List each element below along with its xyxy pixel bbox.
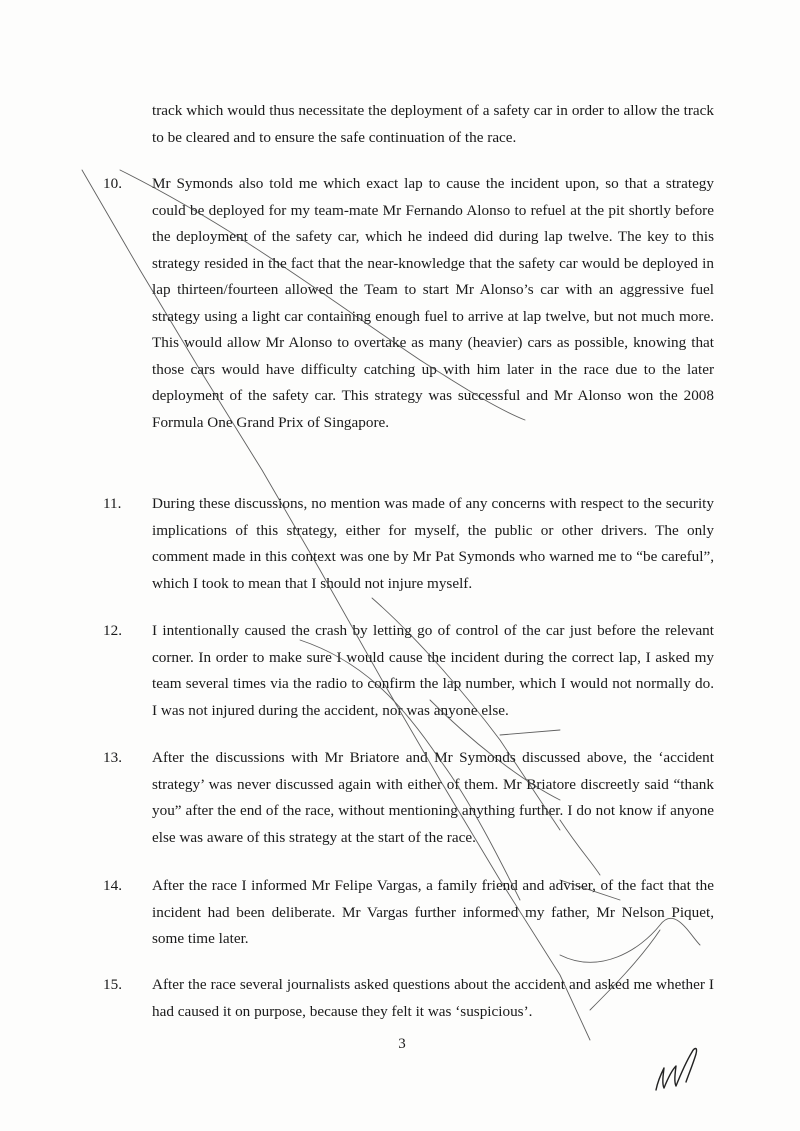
paragraph-15 (103, 972, 714, 1025)
paragraph-text: After the race I informed Mr Felipe Vargas, a family friend and adviser, of the fact that the incident had been deliberate. Mr Vargas further informed my father, Mr Nelson Piquet, some time later. (152, 877, 714, 947)
paragraph-11 (103, 491, 714, 597)
paragraph-text: Mr Symonds also told me which exact lap to cause the incident upon, so that a strategy could be deployed for my team-mate Mr Fernando Alonso to refuel at the pit shortly before the deployment of the safety car, which he indeed did during lap twelve. The key to this strategy resided in the fact that the near-knowledge that the safety car would be deployed in lap thirteen/fourteen allowed the Team to start Mr Alonso’s car with an aggressive fuel strategy using a light car containing enough fuel to arrive at lap twelve, but not much more. This would allow Mr Alonso to overtake as many (heavier) cars as possible, knowing that those cars would have difficulty catching up with him later in the race due to the later deployment of the safety car. This strategy was successful and Mr Alonso won the 2008 Formula One Grand Prix of Singapore. (152, 175, 714, 431)
paragraph-text: After the race several journalists asked questions about the accident and asked me whether I had caused it on purpose, because they felt it was ‘suspicious’. (152, 976, 714, 1020)
page-number: 3 (398, 1036, 406, 1052)
paragraph-number: 14. (103, 877, 122, 894)
paragraph-number: 10. (103, 175, 122, 192)
paragraph-text: I intentionally caused the crash by letting go of control of the car just before the relevant corner. In order to make sure I would cause the incident during the correct lap, I asked my team several times via the radio to confirm the lap number, which I would not normally do. I was not injured during the accident, nor was anyone else. (152, 622, 714, 719)
paragraph-number: 15. (103, 976, 122, 993)
paragraph-13 (103, 745, 714, 851)
paragraph-12 (103, 618, 714, 724)
paragraph-text: During these discussions, no mention was made of any concerns with respect to the security implications of this strategy, either for myself, the public or other drivers. The only comment made in this context was one by Mr Pat Symonds who warned me to “be careful”, which I took to mean that I should not injure myself. (152, 495, 714, 592)
paragraph-number: 11. (103, 495, 122, 512)
continuation-paragraph: track which would thus necessitate the deployment of a safety car in order to allow the track to be cleared and to ensure the safe continuation of the race. (152, 102, 714, 146)
paragraph-number: 13. (103, 749, 122, 766)
paragraph-14 (103, 873, 714, 953)
paragraph-10 (103, 171, 714, 436)
paragraph-number: 12. (103, 622, 122, 639)
signature-initials (648, 1040, 708, 1100)
paragraph-text: After the discussions with Mr Briatore and Mr Symonds discussed above, the ‘accident strategy’ was never discussed again with either of them. Mr Briatore discreetly said “thank you” after the end of the race, without mentioning anything further. I do not know if anyone else was aware of this strategy at the start of the race. (152, 749, 714, 846)
